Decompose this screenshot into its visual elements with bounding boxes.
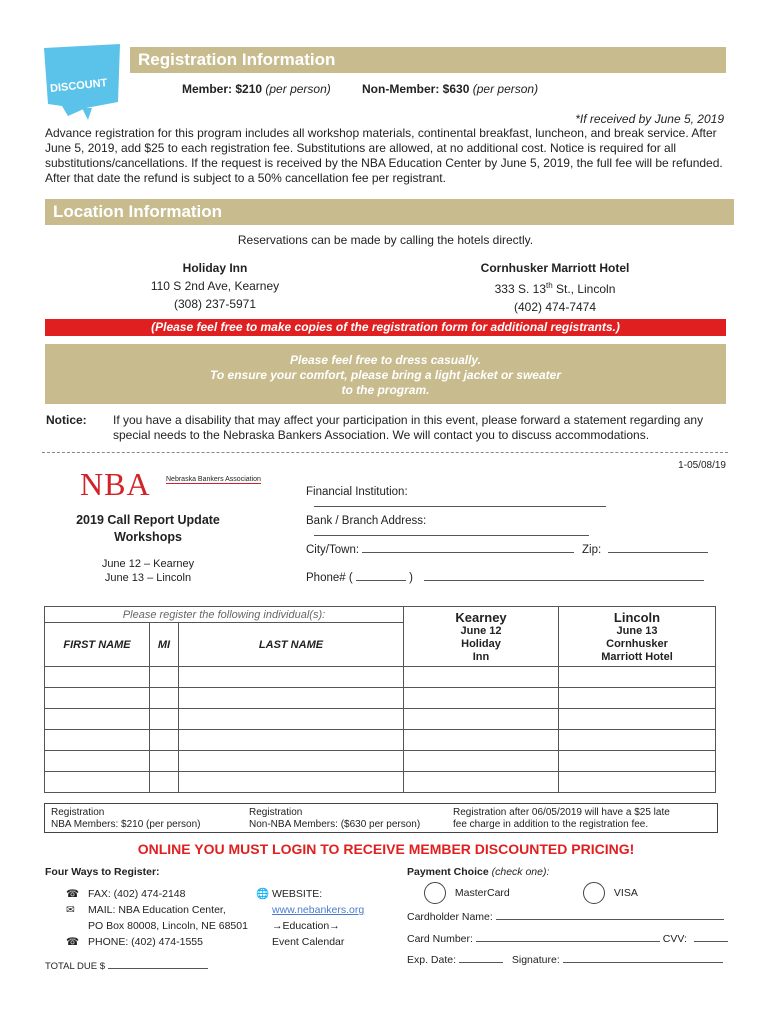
visa-radio[interactable] (583, 882, 605, 904)
website-path-2: Event Calendar (272, 936, 345, 948)
notice-text: If you have a disability that may affect your participation in this event, please forward a statement regarding any special needs to the Nebraska Bankers Association. We will contact you to discuss accommodations. (113, 413, 704, 442)
reservations-intro: Reservations can be made by calling the hotels directly. (237, 233, 534, 247)
fax-line: ☎ FAX: (402) 474-2148 (66, 888, 186, 900)
hotel1-name: Holiday Inn (182, 261, 248, 275)
table-row[interactable] (45, 772, 716, 793)
date-lincoln: June 13 – Lincoln (104, 572, 192, 584)
address-field[interactable]: Bank / Branch Address: (306, 515, 710, 539)
hotel1-address: 110 S 2nd Ave, Kearney (150, 279, 280, 293)
table-row[interactable] (45, 751, 716, 772)
registration-paragraph: Advance registration for this program includes all workshop materials, continental breakfast, luncheon, and break service. After June 5, 2019, add $25 to each registration fee. Substitutions are allowed, at no additional cost. Notice is required for all substitutions/cancellations. If the request is received by the NBA Education Center by June 5, 2019, the full fee will be refunded. After that date the refund is subject to a 50% cancellation fee per registrant. (45, 126, 723, 185)
cut-line-divider (42, 452, 728, 453)
mail-line-2: PO Box 80008, Lincoln, NE 68501 (88, 920, 248, 932)
hotel2-name: Cornhusker Marriott Hotel (480, 261, 630, 275)
exp-signature-field[interactable]: Exp. Date: Signature: (407, 954, 723, 966)
table-row[interactable] (45, 730, 716, 751)
mastercard-radio[interactable] (424, 882, 446, 904)
date-kearney: June 12 – Kearney (101, 558, 195, 570)
phone-icon: ☎ (66, 936, 80, 948)
table-row[interactable] (45, 688, 716, 709)
lincoln-column-header: Lincoln June 13 Cornhusker Marriott Hotel (559, 607, 716, 667)
nonmember-price: Non-Member: $630 (362, 82, 470, 96)
copies-banner: (Please feel free to make copies of the registration form for additional registrants.) (45, 319, 726, 336)
website-link[interactable]: www.nebankers.org (272, 904, 365, 916)
city-field[interactable]: City/Town: (306, 544, 574, 556)
col-last-name: LAST NAME (179, 623, 404, 667)
col-mi: MI (150, 623, 179, 667)
discount-label: DISCOUNT (49, 77, 108, 95)
phone-line: ☎ PHONE: (402) 474-1555 (66, 936, 203, 948)
fee-box (44, 803, 718, 833)
hotel-marriott (440, 259, 670, 316)
phone-field[interactable]: Phone# ( ) (306, 572, 704, 584)
kearney-column-header: Kearney June 12 Holiday Inn (404, 607, 559, 667)
mastercard-option[interactable]: MasterCard (424, 882, 510, 904)
fax-icon: ☎ (66, 888, 80, 900)
member-price-note: (per person) (265, 82, 331, 96)
member-price: Member: $210 (182, 82, 263, 96)
total-due-field[interactable]: TOTAL DUE $ (45, 961, 208, 972)
dress-line1: Please feel free to dress casually. (290, 353, 481, 367)
ways-title: Four Ways to Register: (45, 866, 160, 878)
nonmember-pricing (362, 82, 538, 96)
website-label: WEBSITE: (272, 888, 323, 900)
received-note: *If received by June 5, 2019 (575, 112, 724, 126)
table-row[interactable] (45, 709, 716, 730)
table-row[interactable] (45, 667, 716, 688)
registration-header (130, 47, 726, 73)
registrant-table (44, 606, 716, 793)
dress-line3: to the program. (341, 383, 430, 397)
nba-logo-letters: NBA (80, 466, 151, 502)
globe-icon: 🌐 (256, 888, 270, 900)
hotel1-phone: (308) 237-5971 (173, 297, 257, 311)
fee-nonmember: Registration Non-NBA Members: ($630 per person) (249, 807, 421, 830)
nonmember-price-note: (per person) (472, 82, 539, 96)
visa-option[interactable]: VISA (583, 882, 638, 904)
card-number-field[interactable]: Card Number: CVV: (407, 933, 728, 945)
zip-field[interactable]: Zip: (582, 544, 708, 556)
cardholder-field[interactable]: Cardholder Name: (407, 911, 724, 923)
mail-line: ✉ MAIL: NBA Education Center, (66, 904, 226, 916)
dress-note (45, 344, 726, 404)
institution-field[interactable]: Financial Institution: (306, 486, 710, 510)
register-prompt: Please register the following individual(s): (45, 607, 404, 623)
dress-line2: To ensure your comfort, please bring a light jacket or sweater (210, 368, 561, 382)
form-code: 1-05/08/19 (678, 460, 726, 471)
notice-label: Notice: (46, 413, 87, 427)
registration-title: Registration Information (138, 50, 336, 69)
hotel2-address: 333 S. 13th St., Lincoln (494, 281, 616, 296)
website-block (256, 886, 364, 950)
hotel2-phone: (402) 474-7474 (513, 300, 597, 314)
discount-badge (38, 42, 124, 120)
pricing-line (182, 82, 331, 96)
mail-icon: ✉ (66, 904, 75, 916)
ways-list (66, 886, 248, 950)
hotel-holiday-inn (115, 259, 315, 313)
workshop-dates (62, 557, 234, 585)
nba-logo (80, 466, 261, 503)
location-header (45, 199, 734, 225)
location-title: Location Information (53, 202, 223, 221)
payment-title: Payment Choice (check one): (407, 866, 550, 878)
fee-late: Registration after 06/05/2019 will have a $25 late fee charge in addition to the registration fee. (453, 807, 670, 830)
col-first-name: FIRST NAME (45, 623, 150, 667)
workshop-title: 2019 Call Report Update Workshops (76, 513, 220, 544)
fee-member: Registration NBA Members: $210 (per person) (51, 807, 201, 830)
website-path: →Education→ (272, 920, 340, 932)
nba-logo-subtitle: Nebraska Bankers Association (166, 476, 261, 483)
online-login-banner: ONLINE YOU MUST LOGIN TO RECEIVE MEMBER DISCOUNTED PRICING! (137, 841, 635, 857)
